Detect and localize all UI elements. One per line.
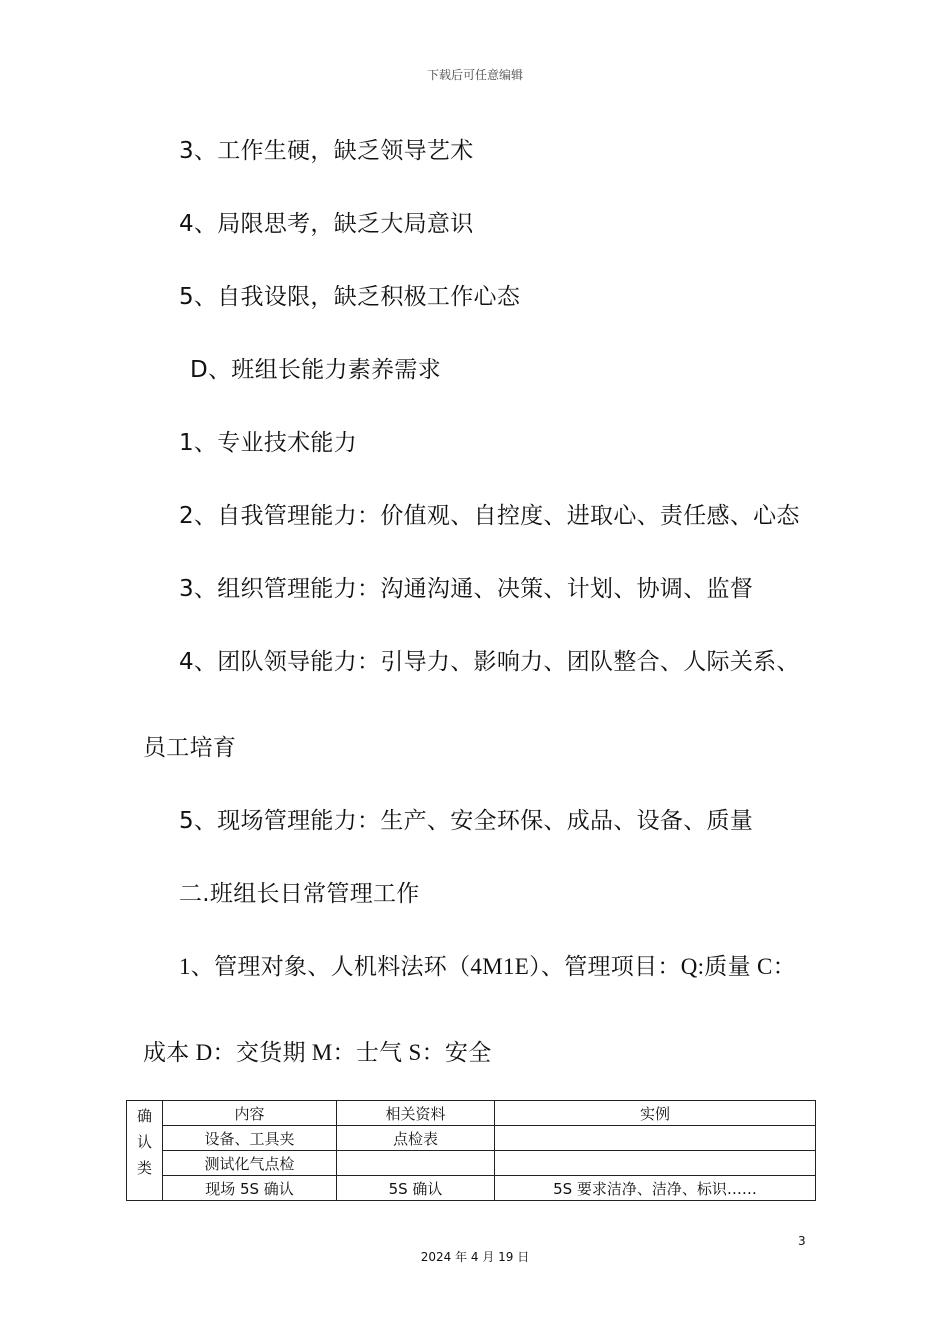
text-line: 1、专业技术能力 xyxy=(179,430,358,456)
text-line-continuation: 成本 D：交货期 M：士气 S：安全 xyxy=(143,1040,492,1065)
header-cell: 实例 xyxy=(495,1101,816,1126)
text-line: 4、局限思考，缺乏大局意识 xyxy=(179,211,474,237)
text-line: 5、现场管理能力：生产、安全环保、成品、设备、质量 xyxy=(179,808,754,834)
table-cell: 5S 确认 xyxy=(337,1176,495,1201)
text-line: 1、管理对象、人机料法环（4M1E）、管理项目：Q:质量 C： xyxy=(179,954,796,979)
confirmation-table xyxy=(126,1100,816,1201)
category-cell: 确 认 类 xyxy=(127,1101,163,1201)
table-row xyxy=(127,1151,816,1176)
table-cell: 设备、工具夹 xyxy=(163,1126,337,1151)
table-cell: 测试化气点检 xyxy=(163,1151,337,1176)
table-cell: 5S 要求洁净、洁净、标识…… xyxy=(495,1176,816,1201)
table-cell xyxy=(337,1151,495,1176)
header-cell: 内容 xyxy=(163,1101,337,1126)
table-cell: 现场 5S 确认 xyxy=(163,1176,337,1201)
page-header: 下载后可任意编辑 xyxy=(426,68,523,82)
table-cell: 点检表 xyxy=(337,1126,495,1151)
page-number: 3 xyxy=(798,1234,806,1248)
table-row xyxy=(127,1176,816,1201)
table-cell xyxy=(495,1126,816,1151)
section-heading: D、班组长能力素养需求 xyxy=(190,357,442,383)
table-header-row xyxy=(127,1101,816,1126)
text-line: 5、自我设限，缺乏积极工作心态 xyxy=(179,284,521,310)
table-cell xyxy=(495,1151,816,1176)
text-line: 4、团队领导能力：引导力、影响力、团队整合、人际关系、 xyxy=(179,649,800,675)
table-row xyxy=(127,1126,816,1151)
text-line: 3、组织管理能力：沟通沟通、决策、计划、协调、监督 xyxy=(179,576,754,602)
header-cell: 相关资料 xyxy=(337,1101,495,1126)
text-line: 2、自我管理能力：价值观、自控度、进取心、责任感、心态 xyxy=(179,503,800,529)
section-heading: 二.班组长日常管理工作 xyxy=(179,881,420,907)
footer-date: 2024 年 4 月 19 日 xyxy=(420,1250,530,1264)
text-line: 3、工作生硬，缺乏领导艺术 xyxy=(179,138,474,164)
text-line-continuation: 员工培育 xyxy=(143,735,237,761)
